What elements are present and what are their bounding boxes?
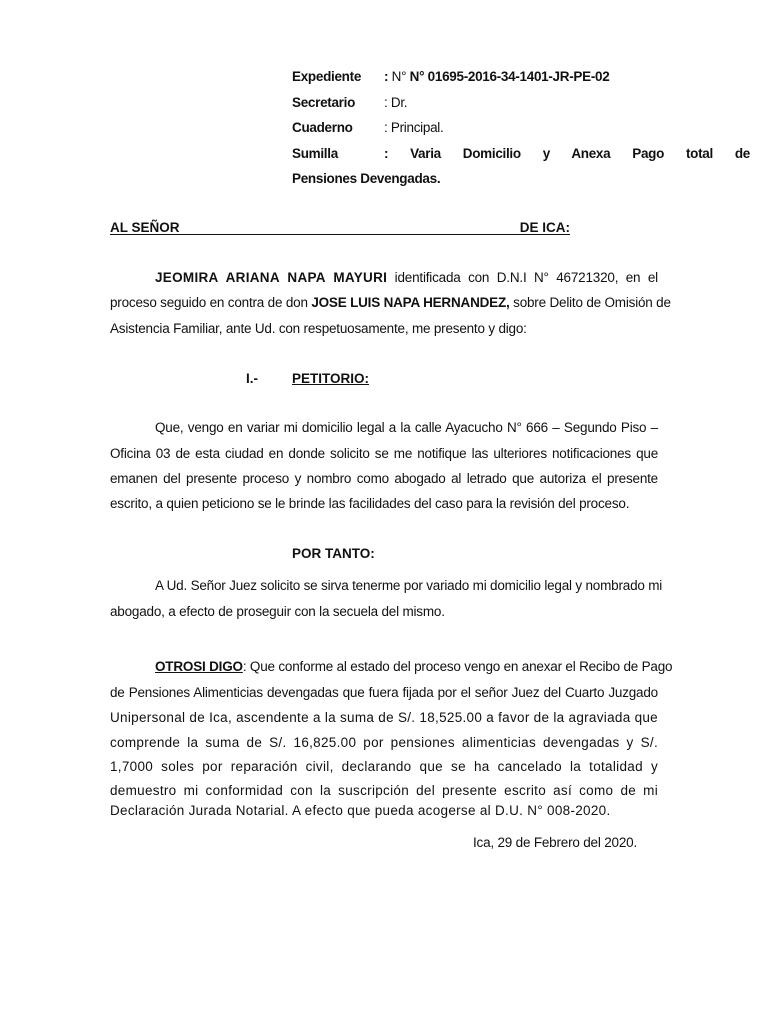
por-tanto-line-1: A Ud. Señor Juez solicito se sirva tenerme por variado mi domicilio legal y nombrado mi — [155, 578, 663, 593]
intro-line-2-post: sobre Delito de Omisión de — [509, 295, 671, 310]
petitorio-line-1: Que, vengo en variar mi domicilio legal a la calle Ayacucho N° 666 – Segundo Piso – — [155, 420, 658, 435]
otrosi-line-4: comprende la suma de S/. 16,825.00 por pensiones alimenticias devengadas y S/. — [110, 735, 658, 750]
otrosi-line-1 — [155, 659, 673, 675]
otrosi-label: OTROSI DIGO — [155, 659, 243, 674]
por-tanto-line-2: abogado, a efecto de proseguir con la secuela del mismo. — [110, 604, 445, 619]
cuaderno-label: Cuaderno — [292, 120, 353, 135]
intro-line-1 — [155, 270, 658, 286]
petitorio-line-4: escrito, a quien peticiono se le brinde las facilidades del caso para la revisión del proceso. — [110, 496, 630, 511]
intro-line-3: Asistencia Familiar, ante Ud. con respetuosamente, me presento y digo: — [110, 321, 527, 336]
sumilla-value: : Varia Domicilio y Anexa Pago total de — [384, 146, 750, 161]
addressee-line — [110, 220, 570, 236]
defendant-name: JOSE LUIS NAPA HERNANDEZ, — [311, 295, 510, 310]
petitorio-line-2: Oficina 03 de esta ciudad en donde solicito se me notifique las ulteriores notificaciones que — [110, 446, 658, 461]
addressee-left: AL SEÑOR — [110, 220, 180, 235]
section-title: PETITORIO: — [292, 371, 370, 386]
otrosi-line-2: de Pensiones Alimenticias devengadas que fuera fijada por el señor Juez del Cuarto Juzgado — [110, 685, 658, 700]
otrosi-line-7: Declaración Jurada Notarial. A efecto que pueda acogerse al D.U. N° 008-2020. — [110, 803, 611, 818]
intro-line-1-rest: identificada con D.N.I N° 46721320, en el — [387, 270, 658, 285]
expediente-colon: : — [384, 69, 392, 84]
intro-line-2 — [110, 295, 671, 311]
por-tanto-title: POR TANTO: — [292, 546, 375, 561]
expediente-value — [384, 69, 609, 84]
expediente-prefix: N° — [391, 69, 410, 84]
expediente-number: N° 01695-2016-34-1401-JR-PE-02 — [409, 69, 610, 84]
sumilla-label: Sumilla — [292, 146, 338, 161]
otrosi-line-6: demuestro mi conformidad con la suscripción del presente escrito así como de mi — [110, 783, 658, 798]
cuaderno-value: : Principal. — [384, 120, 444, 135]
otrosi-line-5: 1,7000 soles por reparación civil, declarando que se ha cancelado la totalidad y — [110, 759, 658, 774]
otrosi-line-1-rest: : Que conforme al estado del proceso vengo en anexar el Recibo de Pago — [242, 659, 673, 674]
section-number: I.- — [246, 371, 258, 386]
expediente-label: Expediente — [292, 69, 362, 84]
sumilla-value-continuation: Pensiones Devengadas. — [292, 171, 441, 186]
intro-line-2-pre: proceso seguido en contra de don — [110, 295, 312, 310]
petitioner-name: JEOMIRA ARIANA NAPA MAYURI — [155, 270, 388, 285]
secretario-label: Secretario — [292, 95, 356, 110]
addressee-right: DE ICA: — [519, 220, 570, 235]
secretario-value: : Dr. — [384, 95, 408, 110]
petitorio-line-3: emanen del presente proceso y nombro como abogado al letrado que autoriza el presente — [110, 471, 658, 486]
date-signoff: Ica, 29 de Febrero del 2020. — [472, 835, 637, 850]
otrosi-line-3: Unipersonal de Ica, ascendente a la suma de S/. 18,525.00 a favor de la agraviada que — [110, 710, 658, 725]
